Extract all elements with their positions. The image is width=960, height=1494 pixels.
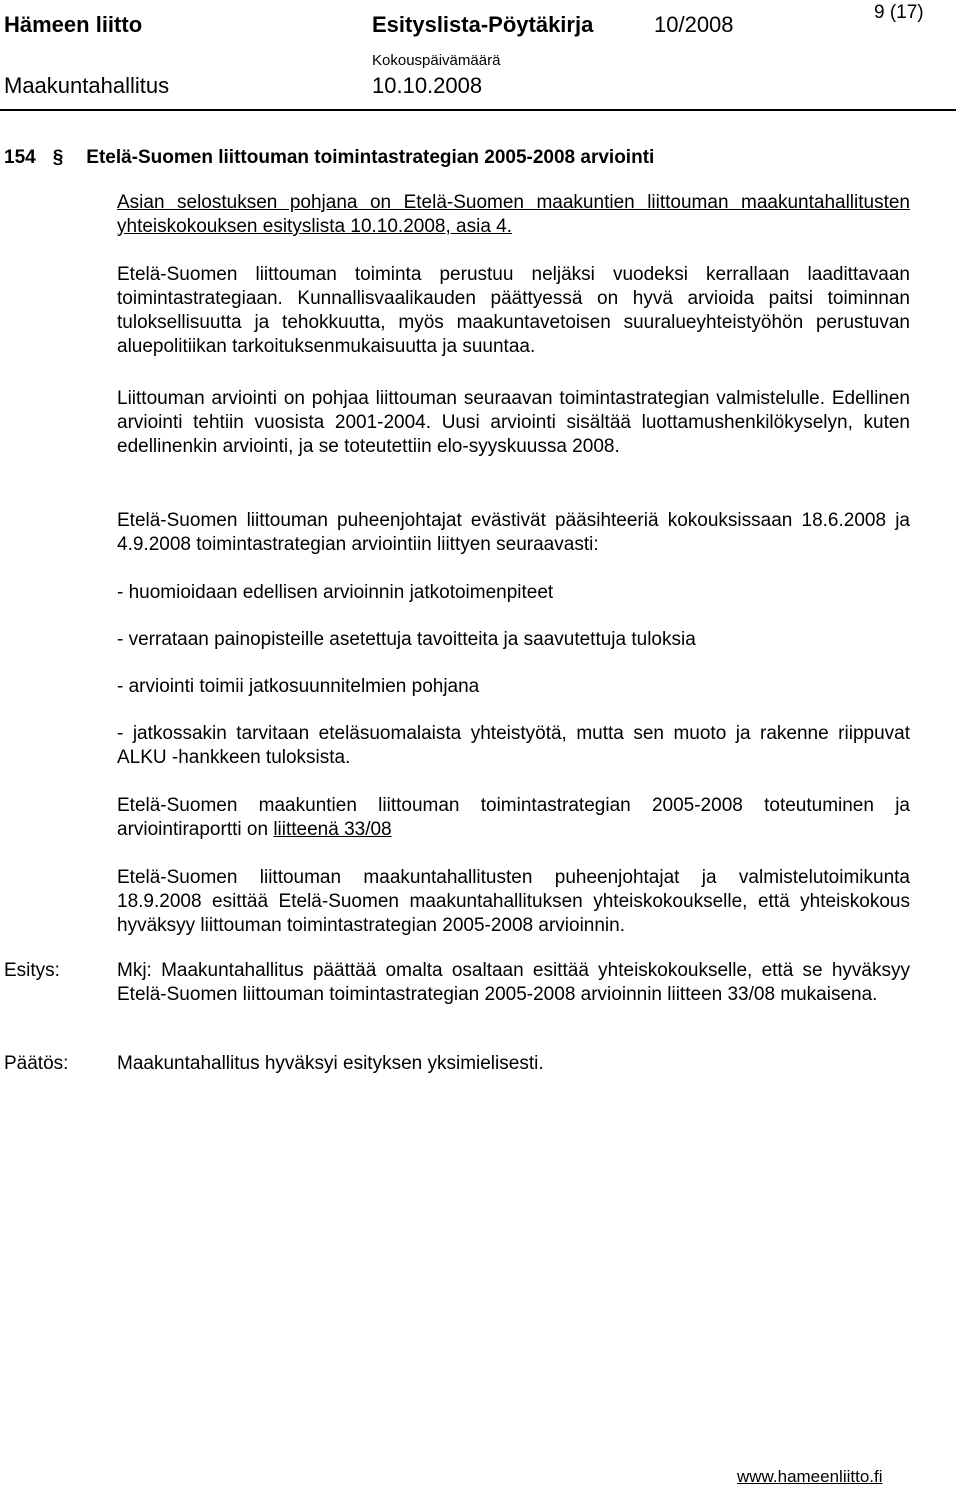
- footer-website-link[interactable]: www.hameenliitto.fi: [737, 1467, 883, 1486]
- section-title: Etelä-Suomen liittouman toimintastrategian 2005-2008 arviointi: [86, 147, 655, 168]
- chairs-text: Etelä-Suomen liittouman puheenjohtajat evästivät pääsihteeriä kokouksissaan 18.6.2008 ja 4.9.2008 toimintastrategian arviointiin liittyen seuraavasti:: [117, 510, 910, 555]
- proposal-text: Mkj: Maakuntahallitus päättää omalta osaltaan esittää yhteiskokoukselle, että se hyväksyy Etelä-Suomen liittouman toimintastrategian 2005-2008 arvioinnin liitteen 33/08 mukaisena.: [117, 960, 910, 1005]
- strategy-text: Etelä-Suomen liittouman toiminta perustuu neljäksi vuodeksi kerrallaan laadittavaan toimintastrategiaan. Kunnallisvaalikauden päättyessä on hyvä arvioida paitsi toiminnan tuloksellisuutta ja tehokkuutta, myös maakuntavetoisen suuralueyhteistyöhön perustuvan aluepolitiikan tarkoituksenmukaisuutta ja suuntaa.: [117, 264, 910, 357]
- proposal-background-text: Etelä-Suomen liittouman maakuntahallitusten puheenjohtajat ja valmistelutoimikunta 18.9.2008 esittää Etelä-Suomen maakuntahallituksen yhteiskokoukselle, että yhteiskokous hyväksyy liittouman toimintastrategian 2005-2008 arvioinnin.: [117, 867, 910, 936]
- decision-label: Päätös:: [4, 1053, 69, 1074]
- evaluation-text: Liittouman arviointi on pohjaa liittouman seuraavan toimintastrategian valmistelulle. Edellinen arviointi tehtiin vuosista 2001-2004. Uusi arviointi sisältää luottamushenkilökyselyn, kuten edellinenkin arviointi, ja se toteutettiin elo-syyskuussa 2008.: [117, 388, 910, 457]
- decision-block: [117, 1052, 910, 1076]
- paragraph-strategy: [117, 263, 910, 359]
- page-number: 9 (17): [874, 2, 924, 23]
- document-number: 10/2008: [654, 12, 734, 37]
- meeting-date: 10.10.2008: [372, 73, 483, 98]
- date-label: Kokouspäivämäärä: [372, 52, 501, 69]
- list-item: - huomioidaan edellisen arvioinnin jatkotoimenpiteet: [117, 582, 554, 603]
- intro-text: Asian selostuksen pohjana on Etelä-Suomen maakuntien liittouman maakuntahallitusten yhteiskokouksen esityslista 10.10.2008, asia 4.: [117, 192, 910, 237]
- list-item: - arviointi toimii jatkosuunnitelmien pohjana: [117, 676, 480, 697]
- body-name: Maakuntahallitus: [4, 73, 170, 98]
- list-item: - jatkossakin tarvitaan eteläsuomalaista yhteistyötä, mutta sen muoto ja rakenne riippuvat ALKU -hankkeen tuloksista.: [117, 723, 910, 768]
- proposal-block: [117, 959, 910, 1007]
- proposal-label: Esitys:: [4, 960, 60, 981]
- report-text: Etelä-Suomen maakuntien liittouman toimintastrategian 2005-2008 toteutuminen ja arviointiraportti on: [117, 795, 910, 840]
- paragraph-intro: [117, 191, 910, 239]
- paragraph-proposal-background: [117, 866, 910, 938]
- paragraph-chairs: [117, 509, 910, 557]
- attachment-link[interactable]: liitteenä 33/08: [273, 819, 392, 840]
- header-divider: [0, 109, 956, 111]
- section-heading: [4, 146, 654, 170]
- paragraph-report: [117, 794, 910, 842]
- paragraph-evaluation: [117, 387, 910, 459]
- decision-text: Maakuntahallitus hyväksyi esityksen yksimielisesti.: [117, 1053, 544, 1074]
- section-number: 154: [4, 147, 36, 168]
- organization-name: Hämeen liitto: [4, 12, 143, 37]
- document-type: Esityslista-Pöytäkirja: [372, 12, 594, 37]
- section-sign-icon: §: [52, 147, 64, 168]
- list-item: - verrataan painopisteille asetettuja tavoitteita ja saavutettuja tuloksia: [117, 629, 696, 650]
